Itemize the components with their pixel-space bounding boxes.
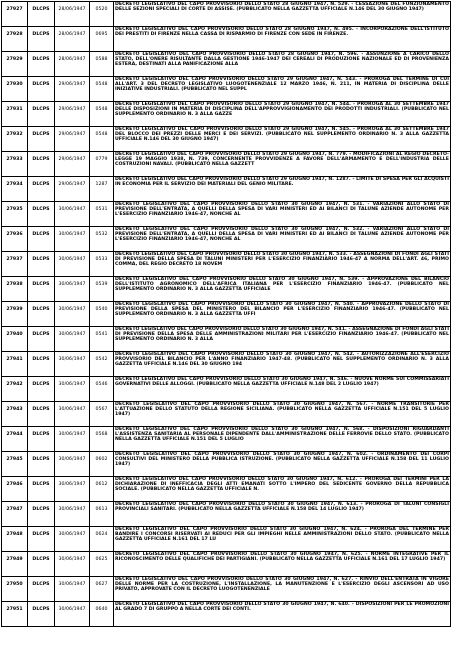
table-row (2, 127, 451, 152)
act-date: 30/06/1947 (55, 227, 90, 252)
act-type: DLCPS (28, 552, 55, 577)
act-date: 30/06/1947 (55, 352, 90, 377)
record-number: 27927 (2, 2, 28, 27)
table-row (2, 352, 451, 377)
document-page (1, 1, 450, 651)
table-row (2, 577, 451, 602)
record-number: 27950 (2, 577, 28, 602)
act-type: DLCPS (28, 302, 55, 327)
act-code: 0531 (90, 202, 114, 227)
table-row (2, 377, 451, 402)
act-date: 28/06/1947 (55, 27, 90, 52)
record-number: 27938 (2, 277, 28, 302)
table-row (2, 427, 451, 452)
act-date: 29/06/1947 (55, 177, 90, 202)
record-number: 27940 (2, 327, 28, 352)
record-number: 27935 (2, 202, 28, 227)
act-type: DLCPS (28, 402, 55, 427)
table-row (2, 327, 451, 352)
act-code: 0548 (90, 127, 114, 152)
record-number: 27931 (2, 102, 28, 127)
act-description: DECRETO LEGISLATIVO DEL CAPO PROVVISORIO DELLO STATO 30 GIUGNO 1947, N. 533. - ASSEGNAZIONI DI FONDI AGLI STATI DI PREVISIONE DELLA SPESA DI TALUNI MINISTERI PER L'ESERCIZIO FINANZIARIO 1946-47 A NORMA DELL'ART. 46, PRIMO COMMA, DEL REGIO DECRETO 18 NOVEM (114, 252, 451, 277)
act-description: DECRETO LEGISLATIVO DEL CAPO PROVVISORIO DELLO STATO 30 GIUGNO 1947, N. 531. - VARIAZIONI ALLO STATO DI PREVISIONE DELL'ENTRATA, A QUELLI DELLA SPESA DI VARI MINISTERI ED AI BILANCI DI TALUNE AZIENDE AUTONOME PER L'ESERCIZIO FINANZIARIO 1946-47, NONCHE AL (114, 202, 451, 227)
record-number: 27930 (2, 77, 28, 102)
act-description: DECRETO LEGISLATIVO DEL CAPO PROVVISORIO DELLO STATO 30 GIUGNO 1947, N. 539. - APPROVAZIONE DEL BILANCIO DELL'ISTITUTO AGRONOMICO DELL'AFRICA ITALIANA PER L'ESERCIZIO FINANZIARIO 1946-47. (PUBBLICATO NEL SUPPLEMENTO ORDINARIO N. 3 ALLA GAZZETTA UFFICIALE (114, 277, 451, 302)
act-code: 0520 (90, 2, 114, 27)
record-number: 27939 (2, 302, 28, 327)
decree-table-body (2, 2, 451, 627)
table-row (2, 502, 451, 527)
table-row (2, 527, 451, 552)
act-description: DECRETO LEGISLATIVO DEL CAPO PROVVISORIO DELLO STATO 29 GIUGNO 1947, N. 544. - PROROGA AL 30 SETTEMBRE 1947 DELLE DISPOSIZIONI IN MATERIA DI DISCIPLINA DELL'APPROVVIGIONAMENTO DEI PRODOTTI INDUSTRIALI. (PUBBLICATO NEL SUPPLEMENTO ORDINARIO N. 3 ALLA GAZZE (114, 102, 451, 127)
act-code: 0541 (90, 327, 114, 352)
act-code: 0624 (90, 527, 114, 552)
act-description: DECRETO LEGISLATIVO DEL CAPO PROVVISORIO DELLO STATO 30 GIUGNO 1947, N. 546. - NUOVE NORME SUI COMMISSARIATI GOVERNATIVI DELLE ALLOGGI. (PUBBLICATO NELLA GAZZETTA UFFICIALE N.148 DEL 2 LUGLIO 1947) (114, 377, 451, 402)
act-description: DECRETO LEGISLATIVO DEL CAPO PROVVISORIO DELLO STATO 30 GIUGNO 1947, N. 567. - NORME TRANSITORIE PER L'ATTUAZIONE DELLO STATUTO DELLA REGIONE SICILIANA. (PUBBLICATO NELLA GAZZETTA UFFICIALE N.151 DEL 5 LUGLIO 1947) (114, 402, 451, 427)
act-description: DECRETO LEGISLATIVO DEL CAPO PROVVISORIO DELLO STATO 30 GIUGNO 1947, N. 540. - APPROVAZIONE DELLO STATO DI PREVISIONE DELLA SPESA DEL MINISTERO DEL BILANCIO PER L'ESERCIZIO FINANZIARIO 1946-47. (PUBBLICATO NEL SUPPLEMENTO ORDINARIO N. 3 ALLA GAZZETTA UFFI (114, 302, 451, 327)
record-number: 27932 (2, 127, 28, 152)
act-code: 0640 (90, 602, 114, 627)
act-description: DECRETO LEGISLATIVO DEL CAPO PROVVISORIO DELLO STATO 28 GIUGNO 1947, N. 495. - INCORPORAZIONE DELL'ISTITUTO DEI PRESTITI DI FIRENZE NELLA CASSA DI RISPARMIO DI FIRENZE CON SEDE IN FIRENZE. (114, 27, 451, 52)
act-type: DLCPS (28, 577, 55, 602)
act-type: DLCPS (28, 202, 55, 227)
record-number: 27945 (2, 452, 28, 477)
act-code: 0548 (90, 77, 114, 102)
act-date: 30/06/1947 (55, 327, 90, 352)
act-description: DECRETO LEGISLATIVO DEL CAPO PROVVISORIO DELLO STATO 29 GIUGNO 1947, N. 545. - PROROGA AL 30 SETTEMBRE 1947 DEL BLOCCO DEI PREZZI DELLE MERCI E DEI SERVIZI. (PUBBLICATO NEL SUPPLEMENTO ORDINARIO N. 3 ALLA GAZZETTA UFFICIALE N.146 DEL 30 GIUGNO 1947) (114, 127, 451, 152)
act-type: DLCPS (28, 377, 55, 402)
act-date: 30/06/1947 (55, 502, 90, 527)
act-type: DLCPS (28, 102, 55, 127)
act-type: DLCPS (28, 502, 55, 527)
act-date: 29/06/1947 (55, 127, 90, 152)
table-row (2, 452, 451, 477)
table-row (2, 277, 451, 302)
act-type: DLCPS (28, 152, 55, 177)
act-code: 1287 (90, 177, 114, 202)
act-description: DECRETO LEGISLATIVO DEL CAPO PROVVISORIO DELLO STATO 29 GIUGNO 1947, N. 543. - PROROGA DEL TERMINE DI CUI ALL'ART. 3 DEL DECRETO LEGISLATIVO LUOGOTENENZIALE 12 MARZO 1946, N. 211, IN MATERIA DI DISCIPLINA DELLE INIZIATIVE INDUSTRIALI. (PUBBLICATO NEL SUPPL (114, 77, 451, 102)
record-number: 27928 (2, 27, 28, 52)
act-code: 0568 (90, 427, 114, 452)
act-description: DECRETO LEGISLATIVO DEL CAPO PROVVISORIO DELLO STATO 30 GIUGNO 1947, N. 541. - ASSEGNAZIONE DI FONDI AGLI STATI DI PREVISIONE DELLA SPESA DELLE AMMINISTRAZIONI MILITARI PER L'ESERCIZIO FINANZIARIO 1946-47. (PUBBLICATO NEL SUPPLEMENTO ORDINARIO N. 3 ALLA (114, 327, 451, 352)
record-number: 27946 (2, 477, 28, 502)
record-number: 27941 (2, 352, 28, 377)
act-description: DECRETO LEGISLATIVO DEL CAPO PROVVISORIO DELLO STATO 30 GIUGNO 1947, N. 627. - RINVIO DELL'ENTRATA IN VIGORE DELLE NORME PER LA COSTRUZIONE, L'INSTALLAZIONE, LA MANUTENZIONE E L'ESERCIZIO DEGLI ASCENSORI AD USO PRIVATO, APPROVATE CON IL DECRETO LUOGOTENENZIALE (114, 577, 451, 602)
act-code: 0533 (90, 252, 114, 277)
act-code: 0542 (90, 352, 114, 377)
act-description: DECRETO LEGISLATIVO DEL CAPO PROVVISORIO DELLO STATO 28 GIUGNO 1947, N. 596. - ASSUNZIONE A CARICO DELLO STATO, DELL'ONERE RISULTANTE DALLA GESTIONE 1946-1947 DEI CEREALI DI PRODUZIONE NAZIONALE ED DI PROVENIENZA ESTERA, DESTINATI ALLA PANIFICAZIONE ALLA (114, 52, 451, 77)
act-type: DLCPS (28, 227, 55, 252)
act-date: 30/06/1947 (55, 202, 90, 227)
act-type: DLCPS (28, 452, 55, 477)
act-type: DLCPS (28, 77, 55, 102)
act-date: 30/06/1947 (55, 427, 90, 452)
act-type: DLCPS (28, 527, 55, 552)
act-date: 30/06/1947 (55, 252, 90, 277)
act-type: DLCPS (28, 477, 55, 502)
act-date: 29/06/1947 (55, 102, 90, 127)
record-number: 27949 (2, 552, 28, 577)
act-code: 0548 (90, 102, 114, 127)
act-description: DECRETO LEGISLATIVO DEL CAPO PROVVISORIO DELLO STATO 30 GIUGNO 1947, N. 532. - VARIAZIONI ALLO STATO DI PREVISIONE DELL'ENTRATA, A QUELLI DELLA SPESA DI VARI MINISTERI ED AI BILANCI DI TALUNE AZIENDE AUTONOME PER L'ESERCIZIO FINANZIARIO 1946-47, NONCHE AL (114, 227, 451, 252)
record-number: 27943 (2, 402, 28, 427)
act-description: DECRETO LEGISLATIVO DEL CAPO PROVVISORIO DELLO STATO 30 GIUGNO 1947, N. 640. - DISPOSIZIONI PER LE PROMOZIONI AL GRADO 7 DI GRUPPO A NELLA CORTE DEI CONTI. (114, 602, 451, 627)
table-row (2, 102, 451, 127)
act-description: DECRETO LEGISLATIVO DEL CAPO PROVVISORIO DELLO STATO 29 GIUGNO 1947, N. 1287. - LIMITE DI SPESA PER GLI ACQUISTI IN ECONOMIA PER IL SERVIZIO DEI MATERIALI DEL GENIO MILITARE. (114, 177, 451, 202)
act-code: 0567 (90, 402, 114, 427)
act-type: DLCPS (28, 277, 55, 302)
act-date: 30/06/1947 (55, 402, 90, 427)
act-description: DECRETO LEGISLATIVO DEL CAPO PROVVISORIO DELLO STATO 28 GIUGNO 1947, N. 529. - CESSAZIONE DEL FUNZIONAMENTO DELLE SEZIONI SPECIALI DI CORTE DI ASSISE. (PUBBLICATO NELLA GAZZETTA UFFICIALE N.146 DEL 30 GIUGNO 1947) (114, 2, 451, 27)
act-type: DLCPS (28, 427, 55, 452)
record-number: 27944 (2, 427, 28, 452)
act-type: DLCPS (28, 2, 55, 27)
act-date: 28/06/1947 (55, 2, 90, 27)
table-row (2, 177, 451, 202)
act-description: DECRETO LEGISLATIVO DEL CAPO PROVVISORIO DELLO STATO 30 GIUGNO 1947, N. 613. - PROROGA DI TALUNI CONSIGLI PROVINCIALI SANITARI. (PUBBLICATO NELLA GAZZETTA UFFICIALE N.158 DEL 14 LUGLIO 1947) (114, 502, 451, 527)
record-number: 27937 (2, 252, 28, 277)
act-description: DECRETO LEGISLATIVO DEL CAPO PROVVISORIO DELLO STATO 30 GIUGNO 1947, N. 625. - NORME INTEGRATIVE PER IL RICONOSCIMENTO DELLE QUALIFICHE DEI PARTIGIANI. (PUBBLICATO NELLA GAZZETTA UFFICIALE N.161 DEL 17 LUGLIO 1947) (114, 552, 451, 577)
act-description: DECRETO LEGISLATIVO DEL CAPO PROVVISORIO DELLO STATO 30 GIUGNO 1947, N. 624. - PROROGA DEL TERMINE PER BANDIRE I CONCORSI RISERVATI AI REDUCI PER GLI IMPIEGHI NELLE AMMINISTRAZIONI DELLO STATO. (PUBBLICATO NELLA GAZZETTA UFFICIALE N.161 DEL 17 LU (114, 527, 451, 552)
act-type: DLCPS (28, 327, 55, 352)
act-description: DECRETO LEGISLATIVO DEL CAPO PROVVISORIO DELLO STATO 30 GIUGNO 1947, N. 542. - AUTORIZZAZIONE ALL'ESERCIZIO PROVVISORIO DEL BILANCIO PER L'ANNO FINANZIARIO 1947-48. (PUBBLICATO NEL SUPPLEMENTO ORDINARIO N. 3 ALLA GAZZETTA UFFICIALE N.146 DEL 30 GIUGNO 194 (114, 352, 451, 377)
act-date: 30/06/1947 (55, 477, 90, 502)
table-row (2, 27, 451, 52)
record-number: 27947 (2, 502, 28, 527)
table-row (2, 202, 451, 227)
act-date: 30/06/1947 (55, 602, 90, 627)
act-date: 28/06/1947 (55, 52, 90, 77)
act-code: 0613 (90, 502, 114, 527)
act-description: DECRETO LEGISLATIVO DEL CAPO PROVVISORIO DELLO STATO 30 GIUGNO 1947, N. 568. - DISPOSIZIONI RIGUARDANTI L'ASSISTENZA SANITARIA AL PERSONALE DIPENDENTE DALL'AMMINISTRAZIONE DELLE FERROVIE DELLO STATO. (PUBBLICATO NELLA GAZZETTA UFFICIALE N.151 DEL 5 LUGLIO (114, 427, 451, 452)
record-number: 27948 (2, 527, 28, 552)
table-row (2, 252, 451, 277)
act-code: 0612 (90, 477, 114, 502)
act-date: 30/06/1947 (55, 577, 90, 602)
table-row (2, 602, 451, 627)
act-date: 30/06/1947 (55, 527, 90, 552)
act-code: 0540 (90, 302, 114, 327)
act-code: 0532 (90, 227, 114, 252)
act-type: DLCPS (28, 177, 55, 202)
table-row (2, 227, 451, 252)
table-row (2, 552, 451, 577)
record-number: 27929 (2, 52, 28, 77)
act-type: DLCPS (28, 52, 55, 77)
act-type: DLCPS (28, 352, 55, 377)
act-code: 0627 (90, 577, 114, 602)
act-code: 0602 (90, 452, 114, 477)
table-row (2, 477, 451, 502)
act-code: 0539 (90, 277, 114, 302)
act-code: 0588 (90, 52, 114, 77)
act-code: 0625 (90, 552, 114, 577)
act-type: DLCPS (28, 127, 55, 152)
act-code: 0695 (90, 27, 114, 52)
table-row (2, 152, 451, 177)
table-row (2, 402, 451, 427)
act-type: DLCPS (28, 602, 55, 627)
act-description: DECRETO LEGISLATIVO DEL CAPO PROVVISORIO DELLO STATO 30 GIUGNO 1947, N. 612. - PROROGA DEI TERMINI PER LA DICHIARAZIONE DI INEFFICACIA DEGLI ATTI EMANATI SOTTO L'IMPERO DEL SEDICENTE GOVERNO DELLA REPUBBLICA SOCIALE. (PUBBLICATO NELLA GAZZETTA UFFICIALE N. (114, 477, 451, 502)
act-description: DECRETO LEGISLATIVO DEL CAPO PROVVISORIO DELLO STATO 30 GIUGNO 1947, N. 602. - ORDINAMENTO DEI CORPI CONSULTIVI DEL MINISTERO DELLA PUBBLICA ISTRUZIONE. (PUBBLICATO NELLA GAZZETTA UFFICIALE N.158 DEL 11 LUGLIO 1947) (114, 452, 451, 477)
record-number: 27942 (2, 377, 28, 402)
act-description: DECRETO LEGISLATIVO DEL CAPO PROVVISORIO DELLO STATO 29 GIUGNO 1947, N. 779. - MODIFICAZIONI AL REGIO DECRETO-LEGGE 19 MAGGIO 1938, N. 739, CONCERNENTE PROVVIDENZE A FAVORE DELL'ARMAMENTO E DELL'INDUSTRIA DELLE COSTRUZIONI NAVALI. (PUBBLICATO NELLA GAZZETT (114, 152, 451, 177)
table-row (2, 52, 451, 77)
act-date: 29/06/1947 (55, 77, 90, 102)
table-row (2, 2, 451, 27)
act-date: 29/06/1947 (55, 152, 90, 177)
record-number: 27951 (2, 602, 28, 627)
act-date: 30/06/1947 (55, 377, 90, 402)
table-row (2, 302, 451, 327)
act-date: 30/06/1947 (55, 302, 90, 327)
record-number: 27936 (2, 227, 28, 252)
act-date: 30/06/1947 (55, 277, 90, 302)
record-number: 27933 (2, 152, 28, 177)
table-row (2, 77, 451, 102)
act-date: 30/06/1947 (55, 552, 90, 577)
act-code: 0546 (90, 377, 114, 402)
act-type: DLCPS (28, 252, 55, 277)
act-date: 30/06/1947 (55, 452, 90, 477)
record-number: 27934 (2, 177, 28, 202)
act-type: DLCPS (28, 27, 55, 52)
act-code: 0779 (90, 152, 114, 177)
decree-table (1, 1, 451, 627)
